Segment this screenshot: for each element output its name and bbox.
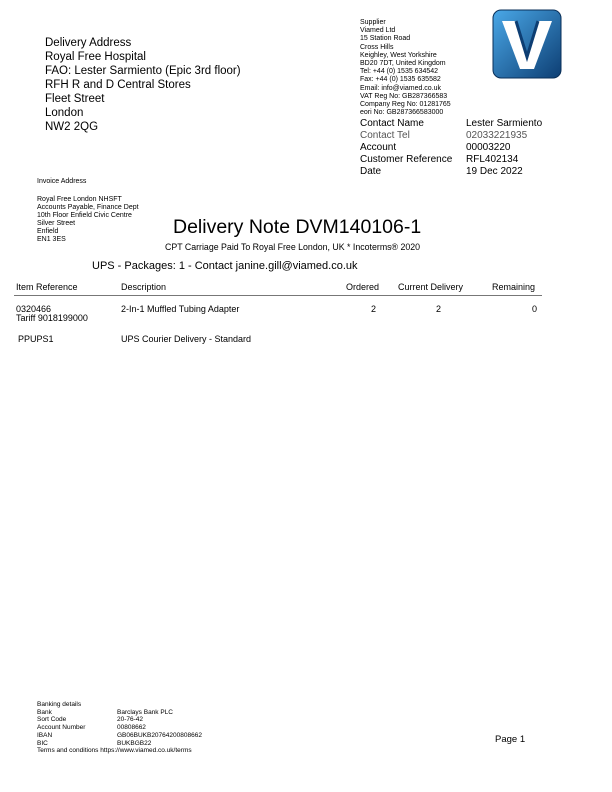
item-reference: 0320466 [16, 304, 52, 314]
delivery-address-line: Fleet Street [45, 93, 105, 105]
item-description: UPS Courier Delivery - Standard [121, 334, 252, 344]
banking-row [37, 740, 202, 748]
account-label: Account [360, 142, 397, 153]
delivery-address-heading: Delivery Address [45, 37, 132, 49]
incoterms-line: CPT Carriage Paid To Royal Free London, UK * Incoterms® 2020 [165, 242, 421, 252]
banking-value: GB06BUKB20764200808662 [117, 731, 202, 739]
item-tariff: Tariff 9018199000 [16, 313, 88, 323]
terms-link[interactable]: Terms and conditions https://www.viamed.co.uk/terms [37, 747, 192, 755]
supplier-heading: Supplier [360, 19, 386, 26]
supplier-line: BD20 7DT, United Kingdom [360, 60, 446, 68]
supplier-email: Email: info@viamed.co.uk [360, 84, 442, 92]
invoice-address-line: Royal Free London NHSFT [37, 196, 122, 203]
banking-label: Bank [37, 708, 52, 716]
invoice-address-line: Accounts Payable, Finance Dept [37, 204, 139, 212]
viamed-logo-icon [492, 9, 562, 79]
header-item-reference: Item Reference [16, 282, 78, 292]
invoice-address-line: EN1 3ES [37, 236, 66, 244]
supplier-vat: VAT Reg No: GB287366583 [360, 92, 448, 100]
invoice-address-heading: Invoice Address [37, 178, 87, 185]
customer-reference-label: Customer Reference [360, 154, 453, 165]
invoice-address-line: Silver Street [37, 220, 76, 228]
banking-label: BIC [37, 739, 48, 747]
header-current-delivery: Current Delivery [398, 282, 464, 292]
header-remaining: Remaining [492, 282, 536, 292]
contact-name-value: Lester Sarmiento [466, 118, 543, 129]
item-remaining: 0 [532, 304, 538, 314]
delivery-address-line: RFH R and D Central Stores [45, 79, 191, 91]
invoice-address [37, 196, 139, 245]
date-value: 19 Dec 2022 [466, 166, 523, 177]
banking-details [37, 701, 202, 755]
banking-label: Account Number [37, 724, 86, 732]
supplier-phone: Tel: +44 (0) 1535 634542 [360, 68, 439, 76]
supplier-line: Keighley, West Yorkshire [360, 51, 437, 59]
banking-value: 00808662 [117, 724, 146, 732]
date-label: Date [360, 166, 382, 177]
delivery-address-line: FAO: Lester Sarmiento (Epic 3rd floor) [45, 65, 241, 77]
header-ordered: Ordered [346, 282, 380, 292]
page-number: Page 1 [495, 734, 526, 745]
invoice-address-line: Enfield [37, 228, 59, 236]
banking-label: IBAN [37, 731, 53, 739]
supplier-fax: Fax: +44 (0) 1535 635582 [360, 76, 441, 84]
header-divider [14, 295, 542, 296]
banking-row [37, 709, 202, 717]
item-description: 2-In-1 Muffled Tubing Adapter [121, 304, 240, 314]
delivery-address-line: London [45, 107, 84, 119]
banking-value: BUKBGB22 [117, 739, 152, 747]
supplier-details [360, 19, 451, 117]
customer-reference-value: RFL402134 [466, 154, 519, 165]
supplier-line: Viamed Ltd [360, 27, 396, 35]
banking-value: Barclays Bank PLC [117, 708, 173, 716]
banking-row [37, 716, 202, 724]
packages-contact-line: UPS - Packages: 1 - Contact janine.gill@viamed.co.uk [92, 260, 358, 272]
item-reference: PPUPS1 [18, 334, 54, 344]
account-value: 00003220 [466, 142, 511, 153]
banking-heading: Banking details [37, 701, 82, 708]
item-current-delivery: 2 [436, 304, 442, 314]
supplier-company-reg: Company Reg No: 01281765 [360, 101, 451, 109]
supplier-line: 15 Station Road [360, 35, 411, 43]
supplier-eori: eori No: GB287366583000 [360, 109, 444, 117]
contact-tel-value: 02033221935 [466, 130, 528, 141]
contact-name-label: Contact Name [360, 118, 424, 129]
banking-row [37, 732, 202, 740]
invoice-address-line: 10th Floor Enfield Civic Centre [37, 212, 132, 220]
contact-tel-label: Contact Tel [360, 130, 410, 141]
banking-value: 20-76-42 [117, 716, 144, 724]
header-description: Description [121, 282, 167, 292]
item-ordered: 2 [371, 304, 377, 314]
document-title: Delivery Note DVM140106-1 [173, 216, 422, 238]
delivery-address-line: Royal Free Hospital [45, 51, 146, 63]
delivery-address-line: NW2 2QG [45, 121, 99, 133]
banking-label: Sort Code [37, 716, 67, 724]
banking-row [37, 724, 202, 732]
supplier-line: Cross Hills [360, 43, 394, 51]
delivery-address [45, 36, 241, 134]
contact-details [360, 118, 542, 178]
